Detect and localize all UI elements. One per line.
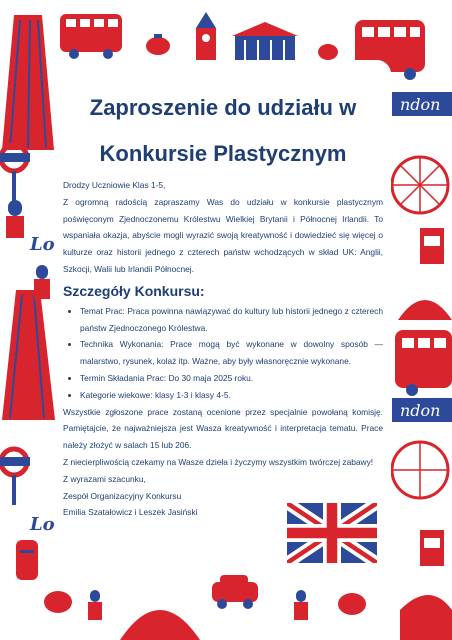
- evaluation-paragraph: Wszystkie zgłoszone prace zostaną ocenione przez specjalnie powołaną komisję. Pamiętajcie, że najważniejsza jest Wasza kreatywność i interpretacja tematu. Prace należy złożyć w salach 15 lub 206.: [63, 406, 383, 451]
- royal-guard-icon: [6, 200, 24, 238]
- shard-tower-icon: [2, 290, 55, 420]
- details-list: [63, 303, 383, 404]
- big-ben-icon: [196, 12, 216, 62]
- details-heading: Szczegóły Konkursu:: [63, 282, 205, 299]
- title-line-2: Konkursie Plastycznym: [99, 141, 347, 166]
- underground-sign-icon: [0, 145, 30, 201]
- dome-icon: [120, 610, 200, 640]
- parliament-building-icon: [232, 22, 298, 62]
- list-item: • Termin Składania Prac: Do 30 maja 2025 roku.: [80, 370, 383, 387]
- committee-line: Zespół Organizacyjny Konkursu: [63, 490, 182, 501]
- authors-line: Emilia Szatałowicz i Leszek Jasiński: [63, 507, 198, 518]
- london-partial-text: Lo: [30, 234, 55, 255]
- london-banner-text: ndon: [400, 401, 441, 420]
- union-jack-flag-icon: [287, 503, 377, 563]
- list-item: • Kategorie wiekowe: klasy 1-3 i klasy 4-5.: [80, 387, 383, 404]
- intro-paragraph: Z ogromną radością zapraszamy Was do udziału w konkursie plastycznym poświęconym Zjednoczonemu Królestwu Wielkiej Brytanii i Północnej Irlandii. To wspaniała okazja, abyście mogli wyrazić swoją kreatywność i dowiedzieć się więcej o kulturze oraz historii jednego z czterech państw wchodzących w skład UK: Anglii, Szkocji, Walii lub Irlandii Północnej.: [63, 196, 383, 274]
- london-eye-icon: [392, 157, 448, 213]
- title-line-1: Zaproszenie do udziału w: [89, 95, 357, 120]
- red-teapot-icon: [338, 593, 366, 615]
- list-item: • Technika Wykonania: Prace mogą być wykonane w dowolny sposób — malarstwo, rysunek, kolaż itp. Ważne, aby były własnoręcznie wykonane.: [80, 336, 383, 370]
- closing-paragraph: Z niecierpliwością czekamy na Wasze dzieła i życzymy wszystkim twórczej zabawy!: [63, 456, 374, 467]
- double-decker-bus-icon: [60, 14, 122, 59]
- double-decker-bus-icon: [395, 330, 452, 396]
- red-teapot-icon: [318, 44, 338, 60]
- london-banner: [392, 398, 452, 422]
- post-box-icon: [16, 540, 38, 580]
- shard-tower-icon: [2, 15, 54, 150]
- royal-guard-icon: [88, 590, 102, 620]
- royal-guard-icon: [34, 265, 50, 299]
- regards-line: Z wyrazami szacunku,: [63, 473, 146, 484]
- red-pattern-shape: [400, 595, 452, 640]
- royal-guard-icon: [294, 590, 308, 620]
- phone-box-icon: [420, 530, 444, 566]
- red-teapot-icon: [44, 591, 72, 613]
- london-partial-text: Lo: [30, 514, 55, 535]
- invitation-card: [55, 60, 391, 575]
- phone-box-icon: [420, 228, 444, 264]
- london-banner-text: ndon: [400, 95, 441, 114]
- red-teapot-icon: [146, 34, 170, 55]
- greeting: Drodzy Uczniowie Klas 1-5,: [63, 180, 166, 190]
- underground-sign-icon: [0, 449, 30, 505]
- list-item: • Temat Prac: Praca powinna nawiązywać do kultury lub historii jednego z czterech państw Zjednoczonego Królestwa.: [80, 303, 383, 337]
- london-banner: [392, 92, 452, 116]
- dome-icon: [398, 300, 452, 320]
- london-eye-icon: [392, 442, 448, 498]
- taxi-car-icon: [212, 575, 258, 609]
